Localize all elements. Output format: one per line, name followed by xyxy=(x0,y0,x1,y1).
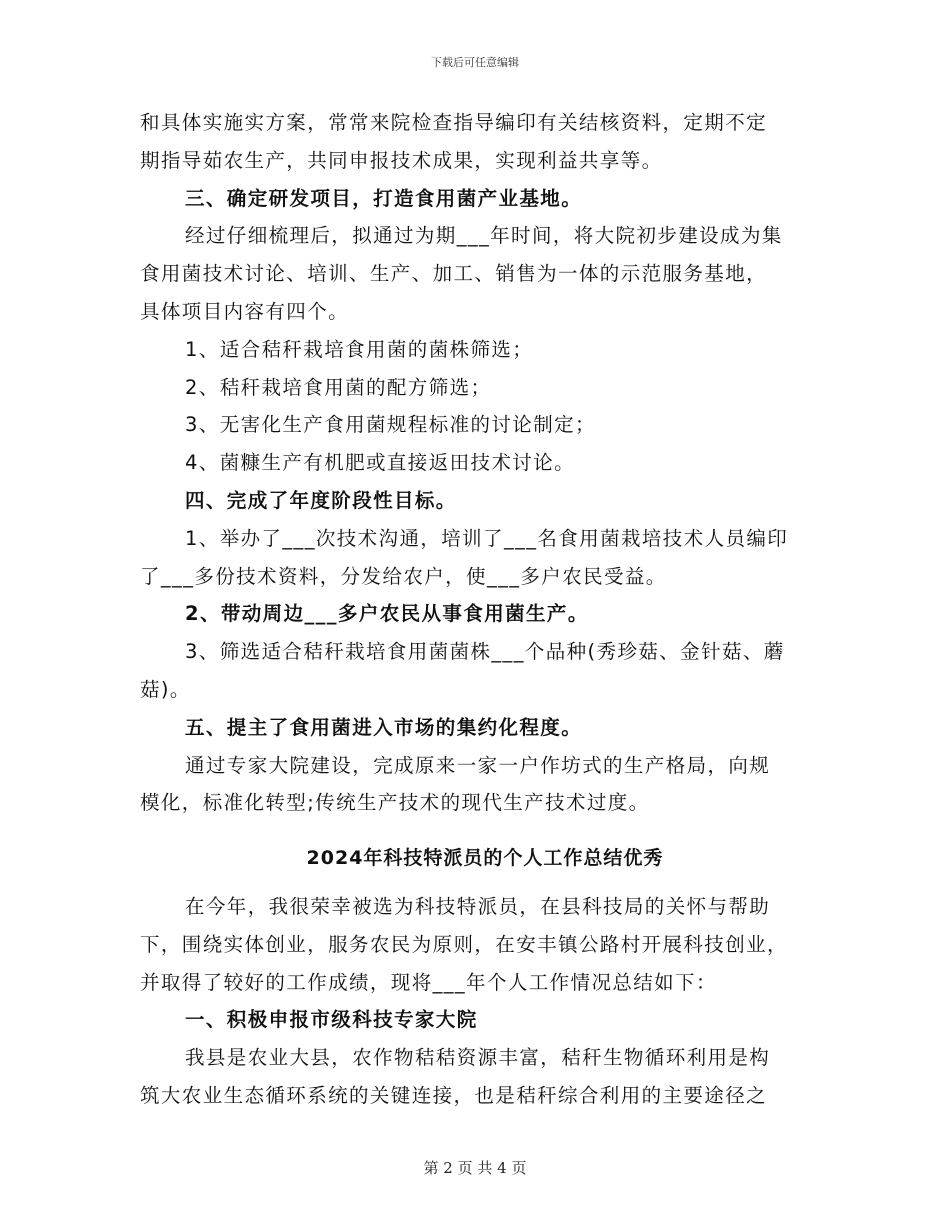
page-footer: 第 2 页 共 4 页 xyxy=(423,1159,527,1177)
list-item: 2、秸秆栽培食用菌的配方筛选； xyxy=(185,375,492,399)
section-heading: 三、确定研发项目，打造食用菌产业基地。 xyxy=(185,186,583,210)
paragraph-line: 1、举办了___次技术沟通，培训了___名食用菌栽培技术人员编印 xyxy=(185,526,789,550)
paragraph-line: 食用菌技术讨论、培训、生产、加工、销售为一体的示范服务基地， xyxy=(140,262,768,286)
section-heading: 五、提主了食用菌进入市场的集约化程度。 xyxy=(185,715,583,739)
list-item: 1、适合秸秆栽培食用菌的菌株筛选； xyxy=(185,337,534,361)
page-header: 下载后可任意编辑 xyxy=(431,56,519,69)
paragraph-line: 模化，标准化转型;传统生产技术的现代生产技术过度。 xyxy=(140,791,650,815)
paragraph-line: 3、筛选适合秸秆栽培食用菌菌株___个品种(秀珍菇、金针菇、蘑 xyxy=(185,640,785,664)
paragraph-line: 下，围绕实体创业，服务农民为原则，在安丰镇公路村开展科技创业， xyxy=(140,932,788,956)
document-title: 2024年科技特派员的个人工作总结优秀 xyxy=(306,847,664,870)
paragraph-line: 和具体实施实方案，常常来院检查指导编印有关结核资料，定期不定 xyxy=(140,111,768,134)
paragraph-line: 我县是农业大县，农作物秸秸资源丰富，秸秆生物循环利用是构 xyxy=(185,1046,771,1070)
paragraph-line: 在今年，我很荣幸被选为科技特派员，在县科技局的关怀与帮助 xyxy=(185,894,771,918)
document-body xyxy=(140,104,830,1115)
paragraph-line: 筑大农业生态循环系统的关键连接，也是秸秆综合利用的主要途径之 xyxy=(140,1083,768,1107)
paragraph-line: 经过仔细梳理后，拟通过为期___年时间，将大院初步建设成为集 xyxy=(185,224,783,248)
paragraph-line: 并取得了较好的工作成绩，现将___年个人工作情况总结如下： xyxy=(140,970,717,994)
goal-item-bold: 2、带动周边___多户农民从事食用菌生产。 xyxy=(185,602,589,626)
list-item: 4、菌糠生产有机肥或直接返田技术讨论。 xyxy=(185,451,576,475)
section-heading: 四、完成了年度阶段性目标。 xyxy=(185,488,457,512)
paragraph-line: 了___多份技术资料，分发给农户，使___多户农民受益。 xyxy=(140,564,667,588)
section-heading: 一、积极申报市级科技专家大院 xyxy=(185,1008,478,1032)
list-item: 3、无害化生产食用菌规程标准的讨论制定； xyxy=(185,413,596,437)
paragraph-line: 具体项目内容有四个。 xyxy=(140,299,350,323)
paragraph-line: 菇)。 xyxy=(140,677,191,701)
paragraph-line: 通过专家大院建设，完成原来一家一户作坊式的生产格局，向规 xyxy=(185,753,771,777)
paragraph-line: 期指导茹农生产，共同申报技术成果，实现利益共享等。 xyxy=(140,148,663,172)
